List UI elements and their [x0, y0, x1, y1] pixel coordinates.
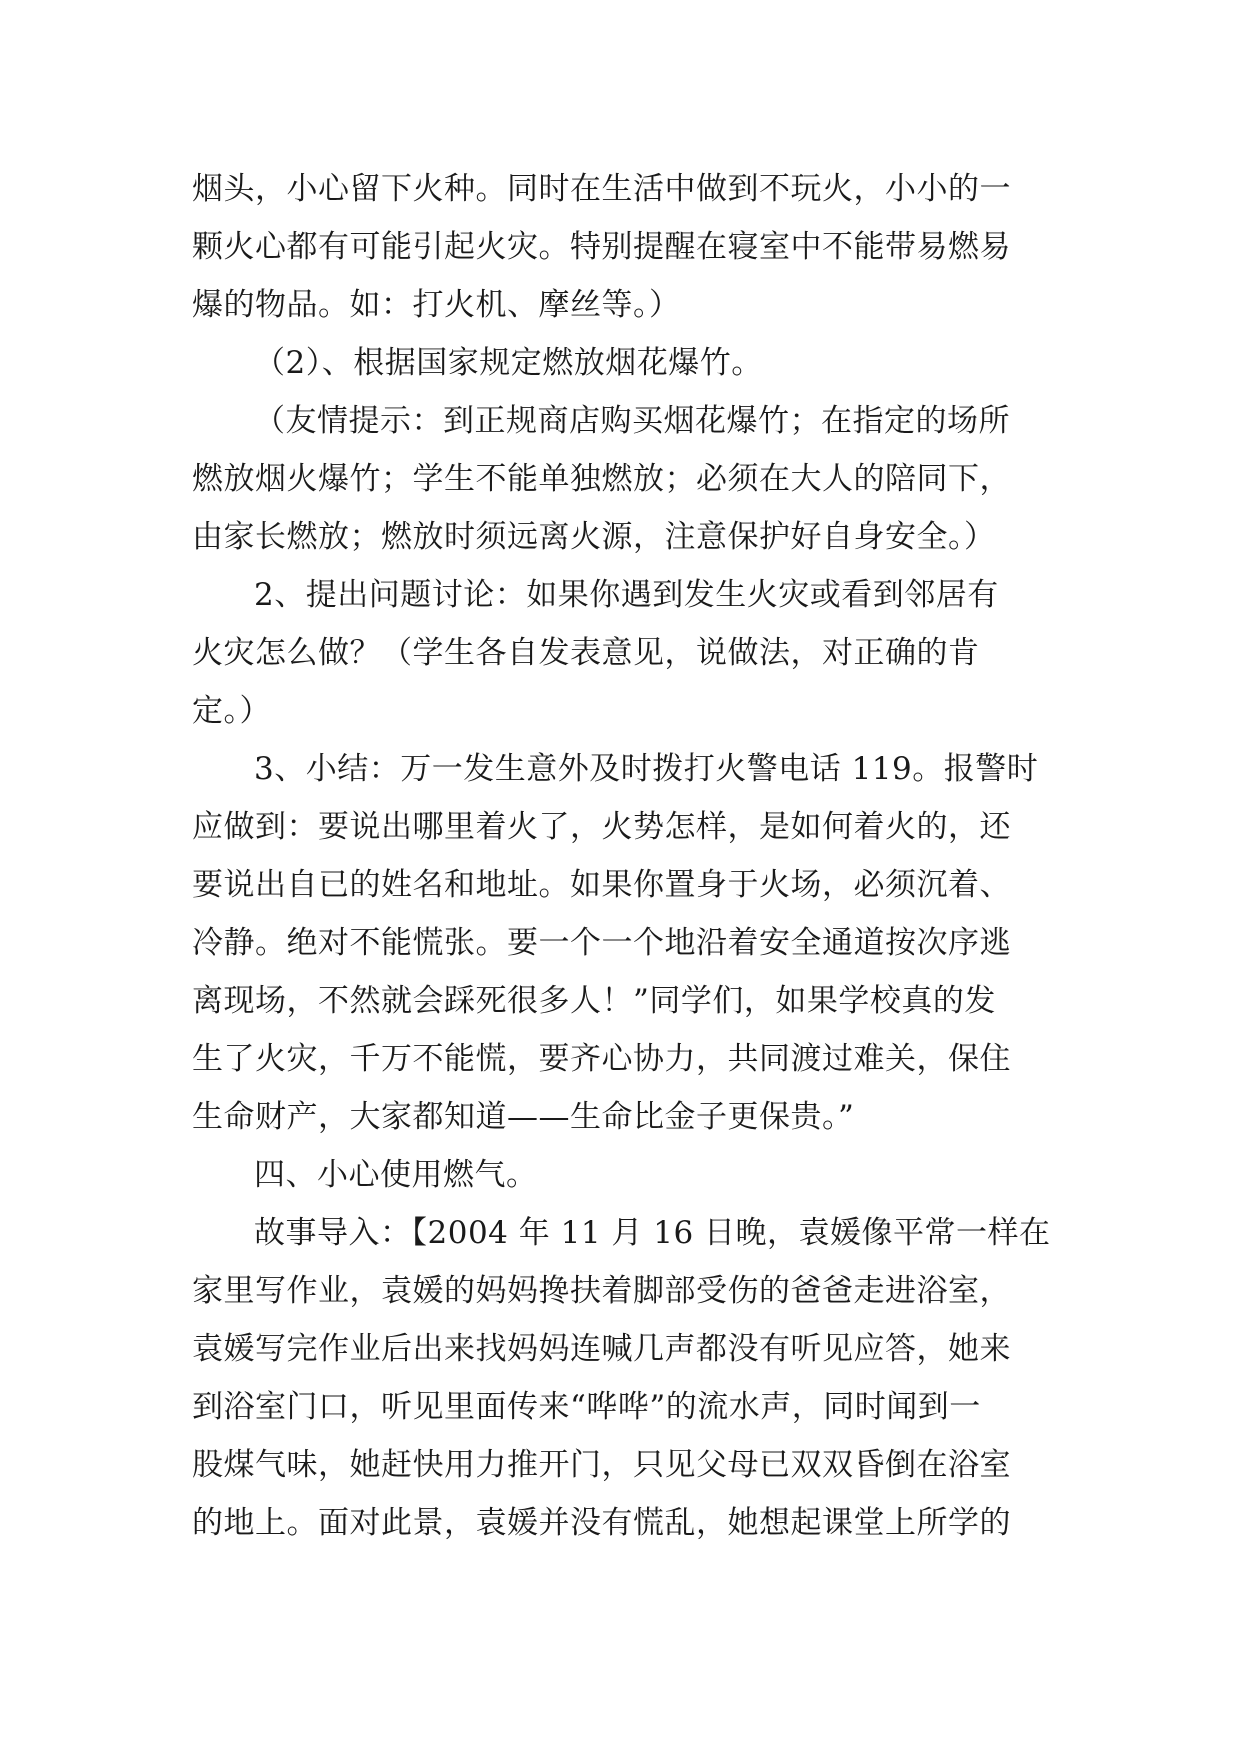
text-line: 要说出自已的姓名和地址。如果你置身于火场，必须沉着、: [192, 867, 1011, 903]
text-line: 的地上。面对此景，袁媛并没有慌乱，她想起课堂上所学的: [192, 1505, 1011, 1541]
text-line: 2、提出问题讨论：如果你遇到发生火灾或看到邻居有: [254, 577, 999, 613]
text-line: 家里写作业，袁媛的妈妈搀扶着脚部受伤的爸爸走进浴室，: [192, 1273, 1011, 1309]
text-line: 定。）: [192, 693, 271, 729]
text-line: 由家长燃放；燃放时须远离火源，注意保护好自身安全。）: [192, 519, 996, 555]
text-line: 爆的物品。如：打火机、摩丝等。）: [192, 287, 681, 323]
text-line: 故事导入：【2004 年 11 月 16 日晚，袁媛像平常一样在: [254, 1215, 1051, 1251]
text-line: 颗火心都有可能引起火灾。特别提醒在寝室中不能带易燃易: [192, 229, 1011, 265]
text-line: 生了火灾，千万不能慌，要齐心协力，共同渡过难关，保住: [192, 1041, 1011, 1077]
text-line: 袁媛写完作业后出来找妈妈连喊几声都没有听见应答，她来: [192, 1331, 1011, 1367]
text-line: 股煤气味，她赶快用力推开门，只见父母已双双昏倒在浴室: [192, 1447, 1011, 1483]
text-line: （友情提示：到正规商店购买烟花爆竹；在指定的场所: [254, 403, 1010, 439]
text-line: 冷静。绝对不能慌张。要一个一个地沿着安全通道按次序逃: [192, 925, 1011, 961]
text-line: 四、小心使用燃气。: [254, 1157, 538, 1193]
text-line: 火灾怎么做？（学生各自发表意见，说做法，对正确的肯: [192, 635, 980, 671]
text-line: 到浴室门口，听见里面传来“哗哗”的流水声，同时闻到一: [192, 1389, 981, 1425]
text-line: 3、小结：万一发生意外及时拨打火警电话 119。报警时: [254, 751, 1039, 787]
body-text: [192, 160, 1052, 1552]
text-line: 燃放烟火爆竹；学生不能单独燃放；必须在大人的陪同下，: [192, 461, 1011, 497]
text-line: 生命财产，大家都知道——生命比金子更保贵。”: [192, 1099, 855, 1135]
text-line: 烟头，小心留下火种。同时在生活中做到不玩火，小小的一: [192, 171, 1011, 207]
text-line: 应做到：要说出哪里着火了，火势怎样，是如何着火的，还: [192, 809, 1011, 845]
text-line: （2）、根据国家规定燃放烟花爆竹。: [254, 345, 763, 381]
text-line: 离现场，不然就会踩死很多人！”同学们，如果学校真的发: [192, 983, 996, 1019]
